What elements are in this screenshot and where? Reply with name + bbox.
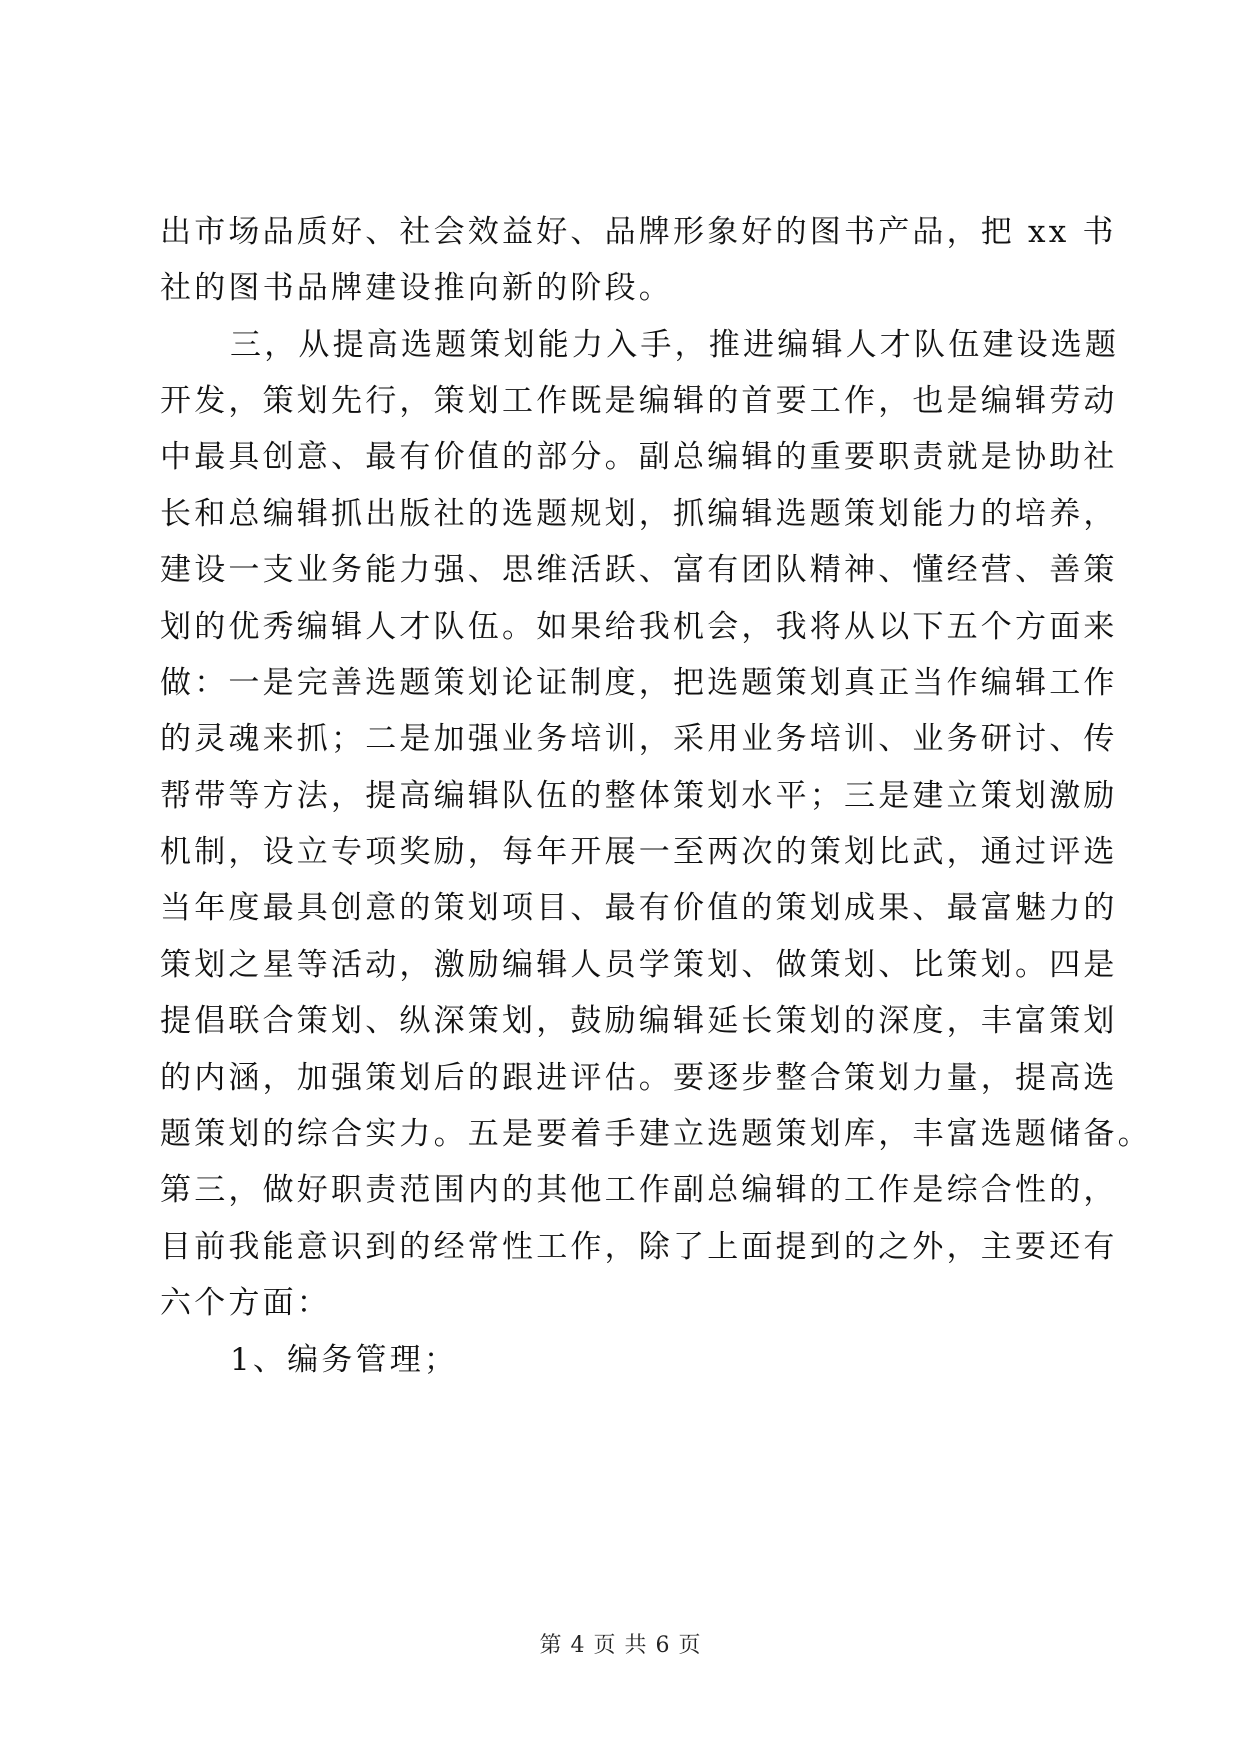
- text-line: 开发，策划先行，策划工作既是编辑的首要工作，也是编辑劳动: [160, 383, 1118, 419]
- text-line: 策划之星等活动，激励编辑人员学策划、做策划、比策划。四是: [160, 947, 1118, 983]
- text-line: 建设一支业务能力强、思维活跃、富有团队精神、懂经营、善策: [160, 552, 1118, 588]
- text-line: 目前我能意识到的经常性工作，除了上面提到的之外，主要还有: [160, 1229, 1118, 1265]
- text-line: 社的图书品牌建设推向新的阶段。: [160, 270, 673, 306]
- text-line: 第三，做好职责范围内的其他工作副总编辑的工作是综合性的，: [160, 1172, 1118, 1208]
- text-line: 中最具创意、最有价值的部分。副总编辑的重要职责就是协助社: [160, 439, 1118, 475]
- text-line: 长和总编辑抓出版社的选题规划，抓编辑选题策划能力的培养，: [160, 496, 1118, 532]
- page-number-footer: 第 4 页 共 6 页: [539, 1633, 702, 1658]
- text-line: 帮带等方法，提高编辑队伍的整体策划水平；三是建立策划激励: [160, 778, 1118, 814]
- text-line: 题策划的综合实力。五是要着手建立选题策划库，丰富选题储备。: [160, 1116, 1152, 1152]
- text-line: 的灵魂来抓；二是加强业务培训，采用业务培训、业务研讨、传: [160, 721, 1118, 757]
- text-line: 划的优秀编辑人才队伍。如果给我机会，我将从以下五个方面来: [160, 609, 1118, 645]
- list-item: 1、编务管理；: [230, 1342, 459, 1378]
- text-line: 出市场品质好、社会效益好、品牌形象好的图书产品，把 xx 书: [160, 214, 1117, 250]
- text-line: 的内涵，加强策划后的跟进评估。要逐步整合策划力量，提高选: [160, 1060, 1118, 1096]
- text-line: 六个方面：: [160, 1285, 331, 1321]
- text-line: 当年度最具创意的策划项目、最有价值的策划成果、最富魅力的: [160, 890, 1118, 926]
- text-line: 做：一是完善选题策划论证制度，把选题策划真正当作编辑工作: [160, 665, 1118, 701]
- text-line: 提倡联合策划、纵深策划，鼓励编辑延长策划的深度，丰富策划: [160, 1003, 1118, 1039]
- paragraph-start-line: 三，从提高选题策划能力入手，推进编辑人才队伍建设选题: [230, 327, 1120, 363]
- text-line: 机制，设立专项奖励，每年开展一至两次的策划比武，通过评选: [160, 834, 1118, 870]
